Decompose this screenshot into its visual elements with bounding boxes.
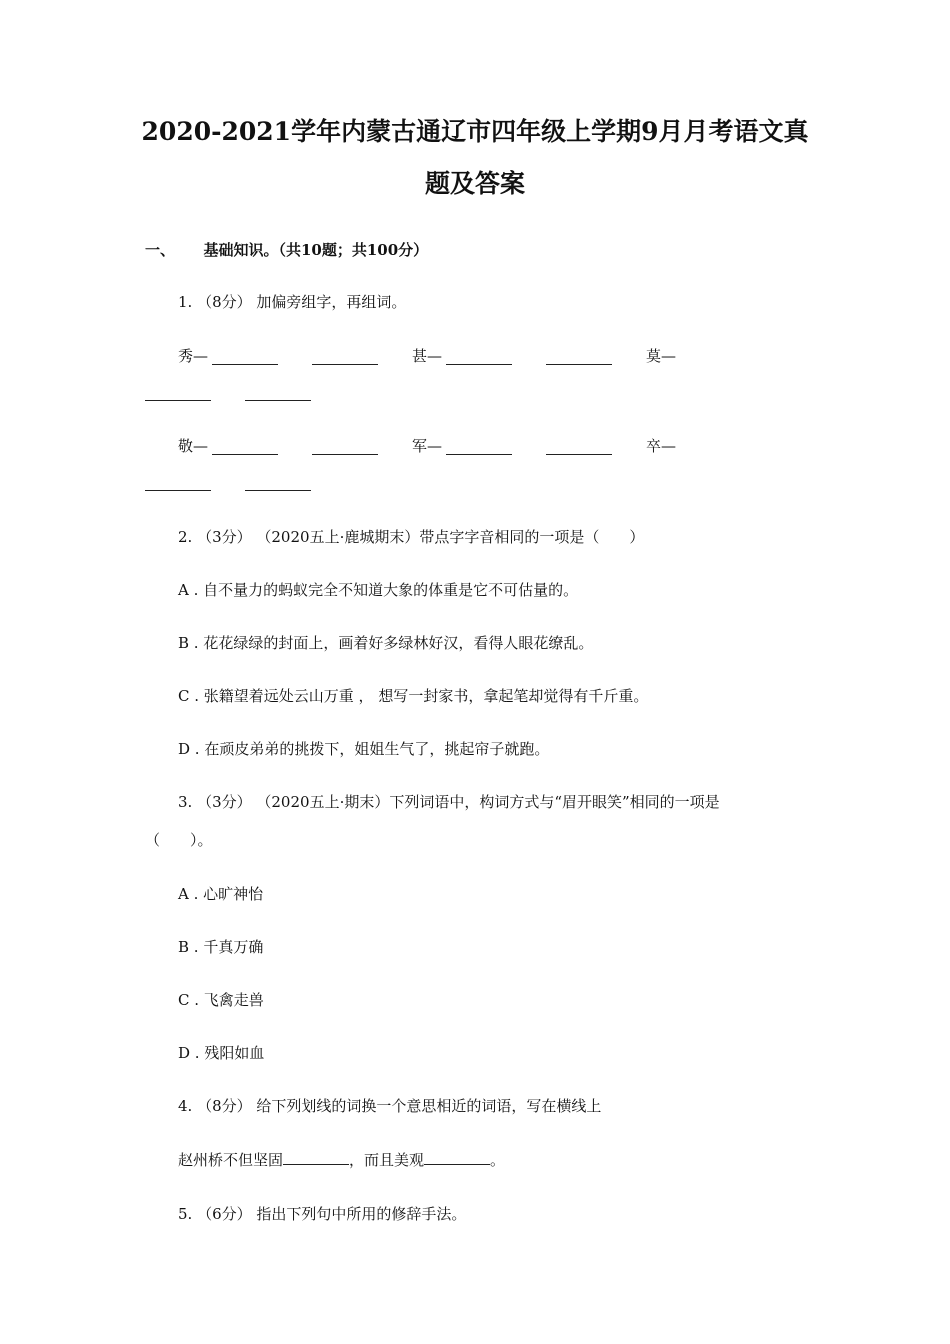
answer-blank[interactable] [312,350,378,365]
answer-blank[interactable] [446,350,512,365]
document-title-line-2: 题及答案 [424,169,525,198]
answer-blank[interactable] [312,440,378,455]
answer-blank[interactable] [245,476,311,491]
answer-blank[interactable] [212,440,278,455]
answer-blank[interactable] [145,386,211,401]
q4-sentence-part-1: 赵州桥不但坚固 [178,1151,284,1169]
answer-blank[interactable] [212,350,278,365]
question-5-stem: 5. （6分） 指出下列句中所用的修辞手法。 [178,1205,467,1223]
answer-blank[interactable] [424,1150,490,1165]
question-4-sentence [178,1150,505,1170]
answer-blank[interactable] [446,440,512,455]
q2-option-c[interactable]: C . 张籍望着远处云山万重 ， 想写一封家书，拿起笔却觉得有千斤重。 [178,687,649,705]
q2-option-d[interactable]: D . 在顽皮弟弟的挑拨下，姐姐生气了，挑起帘子就跑。 [178,740,550,758]
question-4-stem: 4. （8分） 给下列划线的词换一个意思相近的词语，写在横线上 [178,1097,602,1115]
q2-option-b[interactable]: B . 花花绿绿的封面上，画着好多绿林好汉，看得人眼花缭乱。 [178,634,594,652]
q1-char-zu: 卒— [646,437,677,455]
answer-blank[interactable] [245,386,311,401]
answer-blank[interactable] [283,1150,349,1165]
question-3-stem: 3. （3分） （2020五上·期末）下列词语中，构词方式与“眉开眼笑”相同的一项是 [178,793,720,811]
q3-option-c[interactable]: C . 飞禽走兽 [178,991,264,1009]
section-title: 基础知识。（共10题；共100分） [203,241,429,259]
answer-blank[interactable] [145,476,211,491]
question-3-stem-continued: （ ）。 [145,831,213,849]
q1-char-shen: 甚— [412,347,443,365]
section-number: 一、 [145,241,176,259]
q2-option-a[interactable]: A . 自不量力的蚂蚁完全不知道大象的体重是它不可估量的。 [178,581,579,599]
q1-char-xiu: 秀— [178,347,209,365]
q1-char-jing: 敬— [178,437,209,455]
q1-char-mo: 莫— [646,347,677,365]
answer-blank[interactable] [546,350,612,365]
q3-option-a[interactable]: A . 心旷神怡 [178,885,264,903]
document-title-line-1: 2020-2021学年内蒙古通辽市四年级上学期9月月考语文真 [141,117,809,146]
q1-char-jun: 军— [412,437,443,455]
question-2-stem: 2. （3分） （2020五上·鹿城期末）带点字字音相同的一项是（ ） [178,528,645,546]
q4-sentence-part-2: ，而且美观 [349,1151,425,1169]
answer-blank[interactable] [546,440,612,455]
question-1-stem: 1. （8分） 加偏旁组字，再组词。 [178,293,407,311]
section-heading [145,240,428,260]
q3-option-b[interactable]: B . 千真万确 [178,938,264,956]
q4-sentence-part-3: 。 [490,1151,506,1169]
q3-option-d[interactable]: D . 残阳如血 [178,1044,265,1062]
